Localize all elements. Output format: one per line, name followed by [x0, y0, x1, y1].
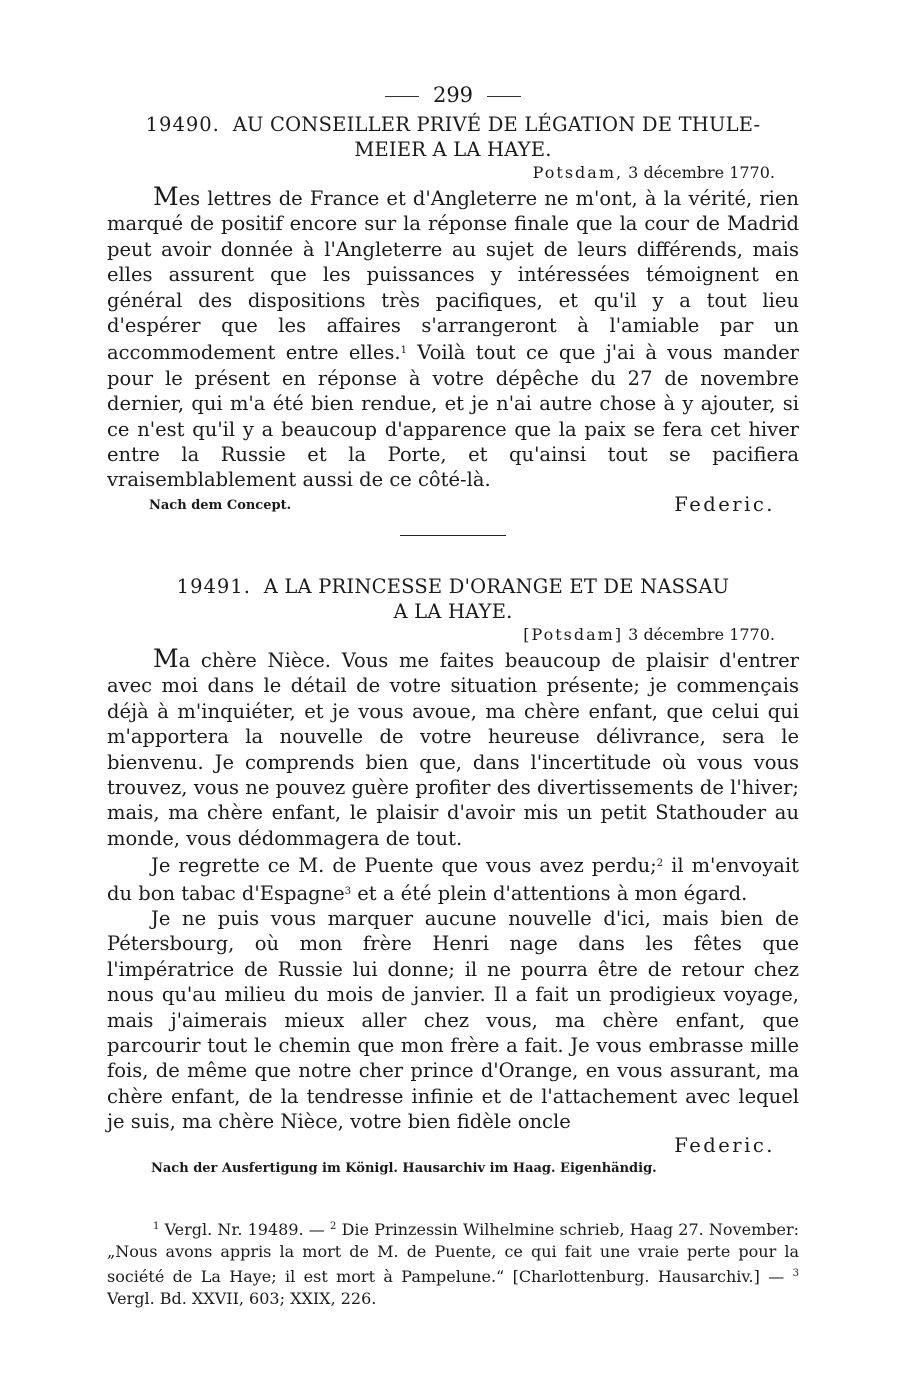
letter2-signature: Federic.: [674, 1133, 775, 1157]
footnote-mark-2: 2: [330, 1220, 337, 1232]
page-number-dash-left: [385, 96, 419, 97]
letter1-title: [107, 112, 799, 162]
letter1-signature-row: [107, 493, 799, 519]
letter2-source: Nach der Ausfertigung im Königl. Hausarchiv im Haag. Eigenhändig.: [151, 1160, 657, 1176]
letter2-para2: [107, 851, 799, 906]
footnote-ref-3[interactable]: 3: [344, 885, 352, 897]
footnote-ref-2[interactable]: 2: [656, 858, 664, 870]
footnote-text-1: Vergl. Nr. 19489. —: [159, 1219, 331, 1239]
footnotes: [107, 1216, 799, 1310]
footnote-text-2: Die Prinzessin Wilhelmine schrieb, Haag 27. November: „Nous avons appris la mort de M. de Puente, ce qui fait une vraie perte pour la société de La Haye; il est mort à Pampelune.“ [Charlottenburg. Hausarchiv.] —: [107, 1219, 799, 1286]
letter2-date: 3 décembre 1770.: [628, 624, 775, 644]
letter1-title-line1: AU CONSEILLER PRIVÉ DE LÉGATION DE THULE-: [232, 113, 761, 136]
letter2-para1: [107, 643, 799, 851]
letter2-title-line1: A LA PRINCESSE D'ORANGE ET DE NASSAU: [263, 574, 730, 598]
page-number: [107, 80, 799, 110]
letter2-title-line2: A LA HAYE.: [393, 599, 513, 623]
footnote-text-3: Vergl. Bd. XXVII, 603; XXIX, 226.: [107, 1288, 377, 1308]
page-number-dash-right: [487, 96, 521, 97]
letter2-date-place: [Potsdam]: [523, 624, 624, 644]
letter1-body-cont: Voilà tout ce que j'ai à vous mander pour le présent en réponse à votre dépêche du 27 de novembre dernier, qui m'a été bien rendue, et je n'ai autre chose à y ajouter, si ce n'est qu'il y a beaucoup d'apparence que la paix se fera cet hiver entre la Russie et la Porte, et qu'ainsi tout se pacifiera vraisemblablement aussi de ce côté-là.: [107, 341, 799, 492]
letter1-source: Nach dem Concept.: [149, 497, 292, 513]
letter2-para1-text: a chère Nièce. Vous me faites beaucoup de plaisir d'entrer avec moi dans le détail de votre situation présente; je commençais déjà à m'inquiéter, et je vous avoue, ma chère enfant, que celui qui m'apportera la nouvelle de votre heureuse délivrance, sera le bienvenu. Je comprends bien que, dans l'incertitude où vous vous trouvez, vous ne pouvez guère profiter des divertissements de l'hiver; mais, ma chère enfant, le plaisir d'avoir mis un petit Stathouder au monde, vous dédommagera de tout.: [107, 648, 799, 850]
letter2-para2a: Je regrette ce M. de Puente que vous avez perdu;: [151, 854, 657, 878]
letter1-initial: M: [153, 182, 179, 211]
letter2-para2c: et a été plein d'attentions à mon égard.: [351, 881, 748, 905]
letter2-number: 19491.: [176, 574, 251, 598]
page-number-text: 299: [432, 83, 474, 107]
footnote-ref-1[interactable]: 1: [400, 345, 407, 357]
letter1-signature: Federic.: [674, 492, 775, 516]
letter1-number: 19490.: [145, 113, 220, 136]
letter2-title: [107, 574, 799, 624]
letter2-signature-row: [107, 1135, 799, 1157]
letter2-para2b: il m'envoyait du bon tabac d'Espagne: [107, 854, 799, 905]
letter2-para3: [107, 906, 799, 1135]
letter1-dateline: [107, 162, 799, 184]
footnote-mark-1: 1: [153, 1220, 160, 1232]
letter1-body-text: es lettres de France et d'Angleterre ne m'ont, à la vérité, rien marqué de positif encore sur la réponse finale que la cour de Madrid peut avoir donnée à l'Angleterre au sujet de leurs différends, mais elles assurent que les puissances y intéressées témoignent en général des dispositions très pacifiques, et qu'il y a tout lieu d'espérer que les affaires s'arrangeront à l'amiable par un accommodement entre elles.: [107, 187, 799, 365]
letter2-dateline: [107, 624, 799, 646]
letter1-title-line2: MEIER A LA HAYE.: [354, 138, 552, 161]
section-divider: [400, 535, 506, 536]
letter1-date-place: Potsdam,: [532, 163, 624, 182]
letter2-initial: M: [153, 643, 179, 673]
footnote-mark-3: 3: [792, 1267, 799, 1279]
letter1-date: 3 décembre 1770.: [628, 163, 775, 182]
letter1-body: [107, 184, 799, 493]
page: [107, 80, 799, 1310]
letter2-para3-text: Je ne puis vous marquer aucune nouvelle d'ici, mais bien de Pétersbourg, où mon frère Henri nage dans les fêtes que l'impératrice de Russie lui donne; il ne pourra être de retour chez nous qu'au milieu du mois de janvier. Il a fait un prodigieux voyage, mais j'aimerais mieux aller chez vous, ma chère enfant, que parcourir tout le chemin que mon frère a fait. Je vous embrasse mille fois, de même que notre cher prince d'Orange, en vous assurant, ma chère enfant, de la tendresse infinie et de l'attachement avec lequel je suis, ma chère Nièce, votre bien fidèle oncle: [107, 906, 799, 1134]
